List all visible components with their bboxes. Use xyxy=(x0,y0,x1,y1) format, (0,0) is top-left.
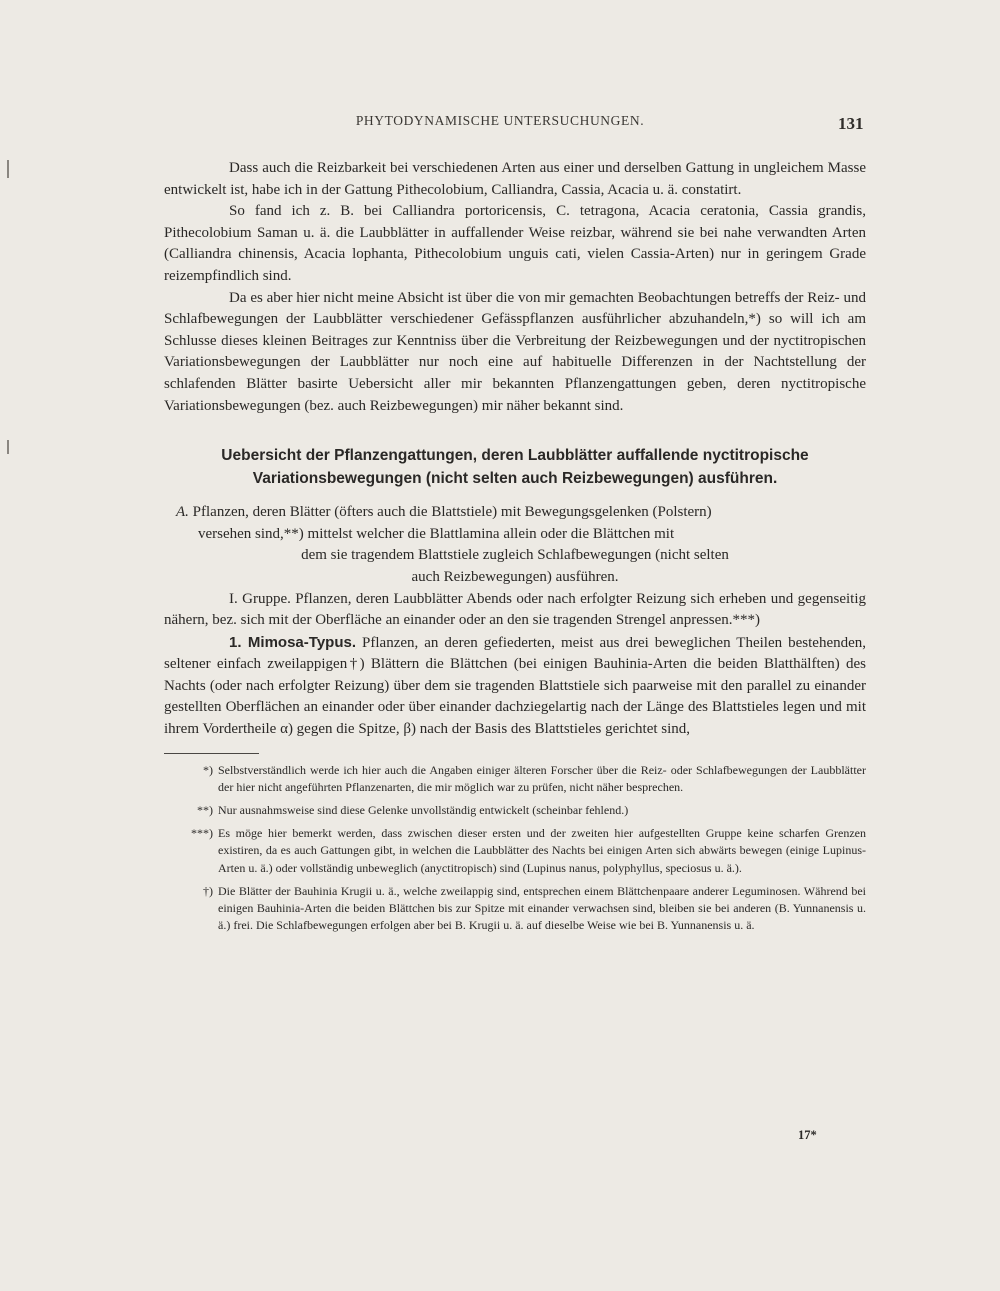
footnote-mark: *) xyxy=(203,762,213,777)
footnote xyxy=(164,825,866,877)
footnote-text: Nur ausnahmsweise sind diese Gelenke unvollständig entwickelt (scheinbar fehlend.) xyxy=(218,803,629,818)
footnote xyxy=(164,802,866,819)
section-a-line: versehen sind,**) mittelst welcher die Blattlamina allein oder die Blättchen mit xyxy=(198,525,675,542)
mimosa-paragraph xyxy=(164,632,866,741)
section-a xyxy=(164,502,866,588)
footnote xyxy=(164,883,866,935)
page-number: 131 xyxy=(838,114,864,133)
heading-line: Uebersicht der Pflanzengattungen, deren Laubblätter auffallende nyctitropische xyxy=(221,447,809,465)
margin-mark xyxy=(7,160,9,178)
paragraph: Dass auch die Reizbarkeit bei verschiedenen Arten aus einer und derselben Gattung in ungleichem Masse entwickelt ist, habe ich in der Gattung Pithecolobium, Calliandra, Cassia, Acacia u. ä. constatirt. xyxy=(164,160,866,198)
mimosa-title: 1. Mimosa-Typus. xyxy=(229,633,357,651)
paragraph: So fand ich z. B. bei Calliandra portoricensis, C. tetragona, Acacia ceratonia, Cassia grandis, Pithecolobium Saman u. ä. die Laubblätter in auffallender Weise reizbar, während sie bei nahe verwandten Arten (Calliandra chinensis, Acacia lophanta, Pithecolobium unguis cati, vielen Cassia-Arten) nur in geringem Grade reizempfindlich sind. xyxy=(164,203,866,284)
margin-mark xyxy=(7,440,9,454)
section-a-line: Pflanzen, deren Blätter (öfters auch die Blattstiele) mit Bewegungsgelenken (Polstern) xyxy=(192,504,712,521)
footnotes xyxy=(164,762,866,935)
footnote-text: Die Blätter der Bauhinia Krugii u. ä., welche zweilappig sind, entsprechen einem Blättchenpaare anderer Leguminosen. Während bei einigen Bauhinia-Arten die beiden Blättchen bis zur Spitze mit einander verwachsen sind, bleiben sie bei anderen (B. Yunnanensis u. ä.) frei. Die Schlafbewegungen erfolgen aber bei B. Krugii u. ä. auf dieselbe Weise wie bei B. Yunnanensis u. ä. xyxy=(218,883,866,933)
printer-signature: 17* xyxy=(798,1128,817,1142)
footnote xyxy=(164,762,866,796)
heading-line: Variationsbewegungen (nicht selten auch Reizbewegungen) ausführen. xyxy=(252,470,778,488)
footnote-mark: †) xyxy=(203,883,213,898)
section-a-line: dem sie tragendem Blattstiele zugleich Schlafbewegungen (nicht selten xyxy=(301,547,729,564)
footnote-mark: ***) xyxy=(191,826,213,841)
footnote-text: Selbstverständlich werde ich hier auch die Angaben einiger älteren Forscher über die Reiz- oder Schlafbewegungen der Laubblätter der hier nicht angeführten Pflanzenarten, die mir möglich war zu prüfen, nicht näher besprechen. xyxy=(218,762,866,794)
running-title: PHYTODYNAMISCHE UNTERSUCHUNGEN. xyxy=(355,113,645,128)
mimosa-text: Pflanzen, an deren gefiederten, meist aus drei beweglichen Theilen bestehenden, seltener einfach zweilappigen†) Blättern die Blättchen (bei einigen Bauhinia-Arten die beiden Blatthälften) des Nachts (oder nach erfolgter Reizung) über dem sie tragenden Blattstiele sich paarweise mit den parallel zu einander gestellten Oberflächen an einander oder über einander dachziegelartig nach der Länge des Blattstieles legen und mit ihrem Vordertheile α) gegen die Spitze, β) nach der Basis des Blattstieles gerichtet sind, xyxy=(164,634,867,738)
section-label: A. xyxy=(176,504,189,521)
footnote-text: Es möge hier bemerkt werden, dass zwischen dieser ersten und der zweiten hier aufgestellten Gruppe keine scharfen Grenzen existiren, da es auch Gattungen gibt, in welchen die Laubblätter des Nachts bei einigen Arten sich abwärts bewegen (einige Lupinus-Arten u. ä.) oder vollständig unbeweglich (anyctitropisch) sind (Lupinus nanus, polyphyllus, speciosus u. ä.). xyxy=(218,826,866,875)
paragraph: Da es aber hier nicht meine Absicht ist über die von mir gemachten Beobachtungen betreffs der Reiz- und Schlafbewegungen der Laubblätter verschiedener Gefässpflanzen ausführlicher abzuhandeln,*) so will ich am Schlusse dieses kleinen Beitrages zur Kenntniss über die Verbreitung der Reizbewegungen und der nyctitropischen Variationsbewegungen der Laubblätter nur noch eine auf habituelle Differenzen in der Nachtstellung der schlafenden Blätter basirte Uebersicht aller mir bekannten Pflanzengattungen geben, deren nyctitropische Variationsbewegungen (bez. auch Reizbewegungen) mir näher bekannt sind. xyxy=(164,289,866,414)
footnote-mark: **) xyxy=(197,803,213,818)
section-heading xyxy=(164,444,866,490)
page-body xyxy=(164,158,866,940)
footnote-rule xyxy=(164,753,259,754)
section-a-line: auch Reizbewegungen) ausführen. xyxy=(411,568,619,585)
group-paragraph: I. Gruppe. Pflanzen, deren Laubblätter Abends oder nach erfolgter Reizung sich erheben und gegenseitig nähern, bez. sich mit der Oberfläche an einander oder an den sie tragenden Strengel anpressen.***) xyxy=(164,590,866,629)
